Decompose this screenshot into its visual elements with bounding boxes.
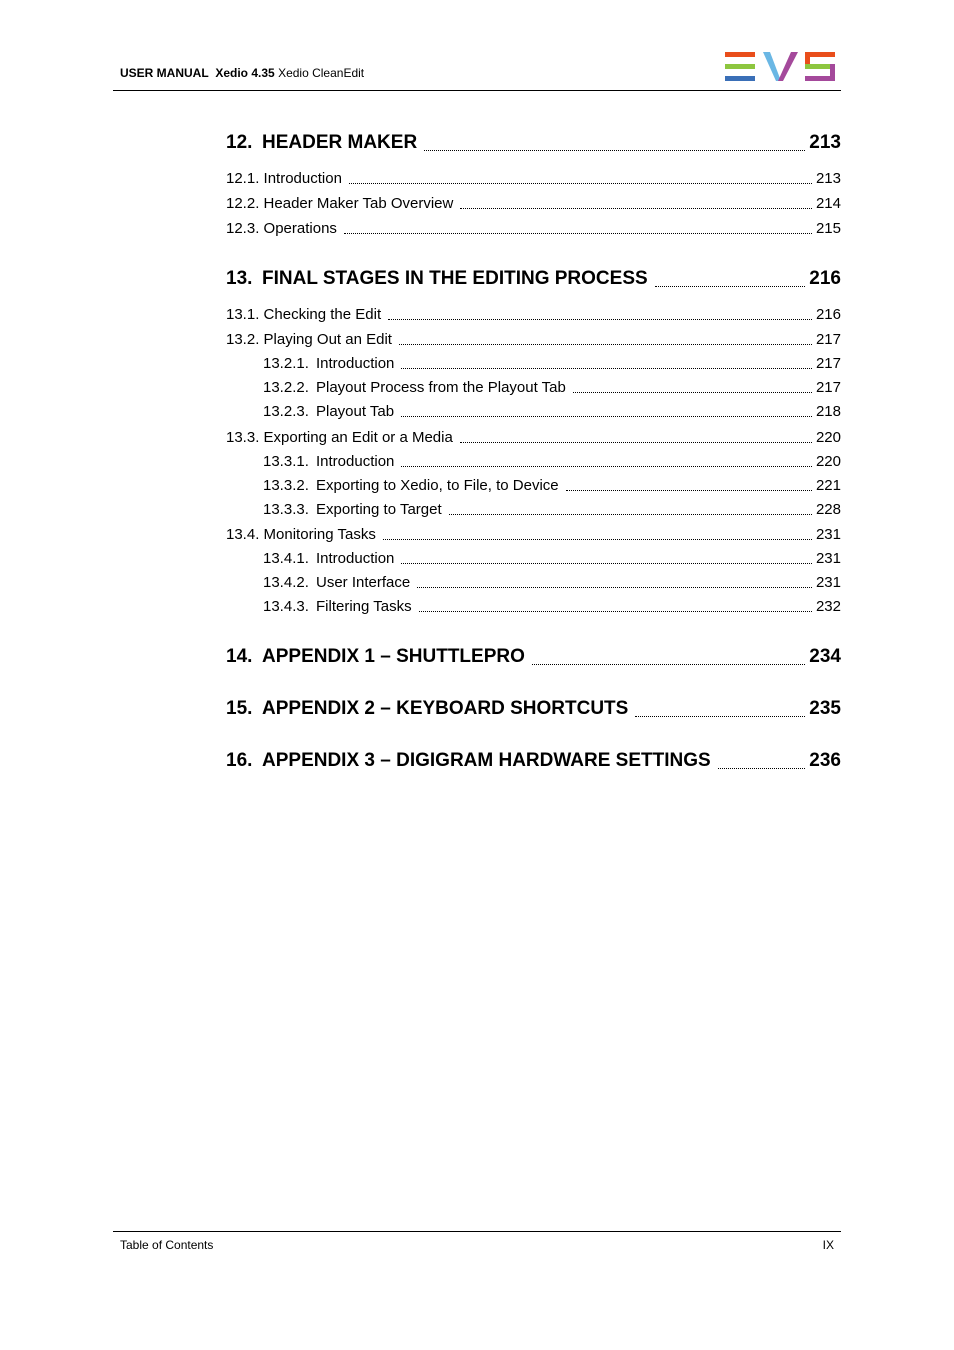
product-version: Xedio 4.35 <box>215 66 275 80</box>
toc-page: 231 <box>815 574 841 591</box>
logo-s-bottom <box>805 76 835 81</box>
toc-title: Filtering Tasks <box>316 598 412 615</box>
toc-entry[interactable] <box>226 750 841 772</box>
dot-leader <box>388 318 812 320</box>
toc-title: Exporting to Target <box>316 501 442 518</box>
toc-title: Introduction <box>316 550 395 567</box>
toc-number: 12.1. <box>226 170 260 187</box>
toc-page: 234 <box>809 646 841 667</box>
dot-leader <box>635 715 805 717</box>
toc-page: 217 <box>815 331 841 348</box>
toc-number: 13.2.2. <box>263 379 309 396</box>
header-rule <box>113 90 841 91</box>
toc-title: APPENDIX 3 – DIGIGRAM HARDWARE SETTINGS <box>262 750 711 771</box>
toc-title: Introduction <box>316 453 395 470</box>
toc-entry[interactable] <box>226 132 841 154</box>
toc-entry[interactable] <box>226 698 841 720</box>
toc-page: 213 <box>809 132 841 153</box>
dot-leader <box>573 391 812 393</box>
toc-page: 217 <box>815 379 841 396</box>
toc-page: 232 <box>815 598 841 615</box>
footer-section: Table of Contents <box>120 1238 214 1252</box>
toc-entry[interactable] <box>226 453 841 470</box>
toc-entry[interactable] <box>226 355 841 372</box>
dot-leader <box>460 207 812 209</box>
toc-page: 231 <box>815 526 841 543</box>
dot-leader <box>383 538 812 540</box>
logo-v-right <box>778 52 798 81</box>
toc-title: Operations <box>263 220 337 237</box>
toc-number: 13. <box>226 268 253 289</box>
logo-e-bottom <box>725 76 755 81</box>
toc-entry[interactable] <box>226 195 841 212</box>
dot-leader <box>401 415 812 417</box>
toc-title: FINAL STAGES IN THE EDITING PROCESS <box>262 268 648 289</box>
toc-number: 12.2. <box>226 195 260 212</box>
toc-number: 12.3. <box>226 220 260 237</box>
toc-entry[interactable] <box>226 331 841 348</box>
toc-title: Playout Process from the Playout Tab <box>316 379 566 396</box>
toc-number: 13.4. <box>226 526 260 543</box>
toc-entry[interactable] <box>226 477 841 494</box>
toc-page: 217 <box>815 355 841 372</box>
footer-rule <box>113 1231 841 1232</box>
toc-number: 13.1. <box>226 306 260 323</box>
toc-number: 16. <box>226 750 253 771</box>
toc-title: Introduction <box>263 170 342 187</box>
toc-title: Monitoring Tasks <box>263 526 376 543</box>
toc-page: 213 <box>815 170 841 187</box>
toc-number: 13.3.2. <box>263 477 309 494</box>
toc-number: 15. <box>226 698 253 719</box>
toc-page: 216 <box>815 306 841 323</box>
toc-entry[interactable] <box>226 526 841 543</box>
evs-logo <box>725 52 835 82</box>
header-text <box>120 66 364 80</box>
dot-leader <box>424 149 805 151</box>
dot-leader <box>655 285 806 287</box>
dot-leader <box>460 441 812 443</box>
toc-page: 216 <box>809 268 841 289</box>
toc-number: 13.4.3. <box>263 598 309 615</box>
toc-entry[interactable] <box>226 403 841 420</box>
dot-leader <box>399 343 812 345</box>
toc-title: HEADER MAKER <box>262 132 418 153</box>
toc-entry[interactable] <box>226 646 841 668</box>
dot-leader <box>419 610 812 612</box>
dot-leader <box>349 182 812 184</box>
toc-number: 13.3.3. <box>263 501 309 518</box>
toc-title: Checking the Edit <box>263 306 382 323</box>
dot-leader <box>417 586 812 588</box>
toc-entry[interactable] <box>226 574 841 591</box>
toc-entry[interactable] <box>226 429 841 446</box>
toc-title: Playout Tab <box>316 403 395 420</box>
toc-number: 12. <box>226 132 253 153</box>
dot-leader <box>449 513 812 515</box>
logo-e-mid <box>725 64 755 69</box>
toc-number: 13.3. <box>226 429 260 446</box>
toc-page: 214 <box>815 195 841 212</box>
toc-page: 231 <box>815 550 841 567</box>
toc-page: 228 <box>815 501 841 518</box>
toc-entry[interactable] <box>226 501 841 518</box>
toc-number: 13.2.3. <box>263 403 309 420</box>
logo-e-top <box>725 52 755 57</box>
product-name: Xedio CleanEdit <box>278 66 365 80</box>
toc-title: Header Maker Tab Overview <box>263 195 454 212</box>
toc-entry[interactable] <box>226 379 841 396</box>
dot-leader <box>718 767 806 769</box>
toc-number: 13.4.1. <box>263 550 309 567</box>
dot-leader <box>401 367 812 369</box>
dot-leader <box>344 232 812 234</box>
toc-entry[interactable] <box>226 220 841 237</box>
logo-v-left <box>763 52 781 81</box>
dot-leader <box>532 663 805 665</box>
footer-page-number: IX <box>822 1238 834 1252</box>
toc-page: 215 <box>815 220 841 237</box>
toc-number: 13.2.1. <box>263 355 309 372</box>
toc-page: 220 <box>815 453 841 470</box>
toc-number: 13.4.2. <box>263 574 309 591</box>
toc-page: 220 <box>815 429 841 446</box>
toc-entry[interactable] <box>226 550 841 567</box>
toc-title: Exporting an Edit or a Media <box>263 429 453 446</box>
dot-leader <box>566 489 812 491</box>
toc-page: 236 <box>809 750 841 771</box>
toc-number: 14. <box>226 646 253 667</box>
toc-number: 13.2. <box>226 331 260 348</box>
toc-title: APPENDIX 2 – KEYBOARD SHORTCUTS <box>262 698 629 719</box>
toc-title: Playing Out an Edit <box>263 331 392 348</box>
toc-title: APPENDIX 1 – SHUTTLEPRO <box>262 646 525 667</box>
toc-page: 235 <box>809 698 841 719</box>
toc-page: 218 <box>815 403 841 420</box>
manual-label: USER MANUAL <box>120 66 209 80</box>
dot-leader <box>401 562 812 564</box>
toc-title: User Interface <box>316 574 411 591</box>
toc-title: Introduction <box>316 355 395 372</box>
toc-entry[interactable] <box>226 268 841 290</box>
toc-entry[interactable] <box>226 306 841 323</box>
dot-leader <box>401 465 812 467</box>
toc-number: 13.3.1. <box>263 453 309 470</box>
toc-entry[interactable] <box>226 170 841 187</box>
toc-page: 221 <box>815 477 841 494</box>
toc-title: Exporting to Xedio, to File, to Device <box>316 477 559 494</box>
toc-entry[interactable] <box>226 598 841 615</box>
